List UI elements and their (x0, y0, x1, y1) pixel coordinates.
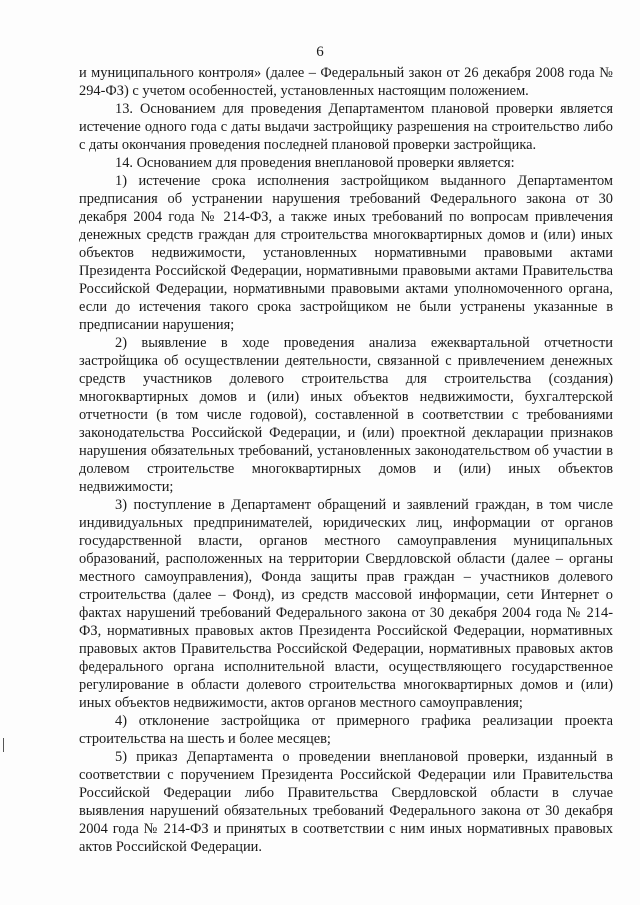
subitem-1: 1) истечение срока исполнения застройщиком выданного Департаментом предписания об устранении нарушения требований Федерального закона от 30 декабря 2004 года № 214-ФЗ, а также иных требований по вопросам привлечения денежных средств граждан для строительства многоквартирных домов и (или) иных объектов недвижимости, установленных нормативными правовыми актами Президента Российской Федерации, нормативными правовыми актами Правительства Российской Федерации, нормативными правовыми актами уполномоченного органа, если до истечения такого срока застройщиком не были устранены указанные в предписании нарушения; (79, 173, 613, 333)
subitem-5: 5) приказ Департамента о проведении внеплановой проверки, изданный в соответствии с поручением Президента Российской Федерации или Правительства Российской Федерации либо Правительства Свердловской области в случае выявления нарушений обязательных требований Федерального закона от 30 декабря 2004 года № 214-ФЗ и принятых в соответствии с ним иных нормативных правовых актов Российской Федерации. (79, 749, 613, 855)
subitem-4: 4) отклонение застройщика от примерного графика реализации проекта строительства на шесть и более месяцев; (79, 713, 613, 747)
paragraph-item-14: 14. Основанием для проведения внеплановой проверки является: (115, 155, 515, 171)
subitem-3: 3) поступление в Департамент обращений и заявлений граждан, в том числе индивидуальных предпринимателей, юридических лиц, информации от органов государственной власти, органов местного самоуправления муниципальных образований, расположенных на территории Свердловской области (далее – органы местного самоуправления), Фонда защиты прав граждан – участников долевого строительства (далее – Фонд), из средств массовой информации, сети Интернет о фактах нарушений требований Федерального закона от 30 декабря 2004 года № 214-ФЗ, нормативных правовых актов Президента Российской Федерации, нормативных правовых актов Правительства Российской Федерации, нормативных правовых актов федерального органа исполнительной власти, осуществляющего государственное регулирование в области долевого строительства многоквартирных домов и (или) иных объектов недвижимости, актов органов местного самоуправления; (79, 497, 613, 711)
paragraph-item-13: 13. Основанием для проведения Департаментом плановой проверки является истечение одного года с даты выдачи застройщику разрешения на строительство либо с даты окончания проведения последней плановой проверки застройщика. (79, 101, 613, 153)
paragraph-continuation: и муниципального контроля» (далее – Федеральный закон от 26 декабря 2008 года № 294-ФЗ) с учетом особенностей, установленных настоящим положением. (79, 65, 613, 99)
scan-margin-mark (3, 738, 4, 752)
page-number: 6 (316, 44, 324, 60)
document-body (79, 64, 613, 856)
subitem-2: 2) выявление в ходе проведения анализа ежеквартальной отчетности застройщика об осуществлении деятельности, связанной с привлечением денежных средств участников долевого строительства для строительства (создания) многоквартирных домов и (или) иных объектов недвижимости, бухгалтерской отчетности (в том числе годовой), составленной в соответствии с требованиями законодательства Российской Федерации, и (или) проектной декларации признаков нарушения обязательных требований, установленных законодательством об участии в долевом строительстве многоквартирных домов и (или) иных объектов недвижимости; (79, 335, 613, 495)
